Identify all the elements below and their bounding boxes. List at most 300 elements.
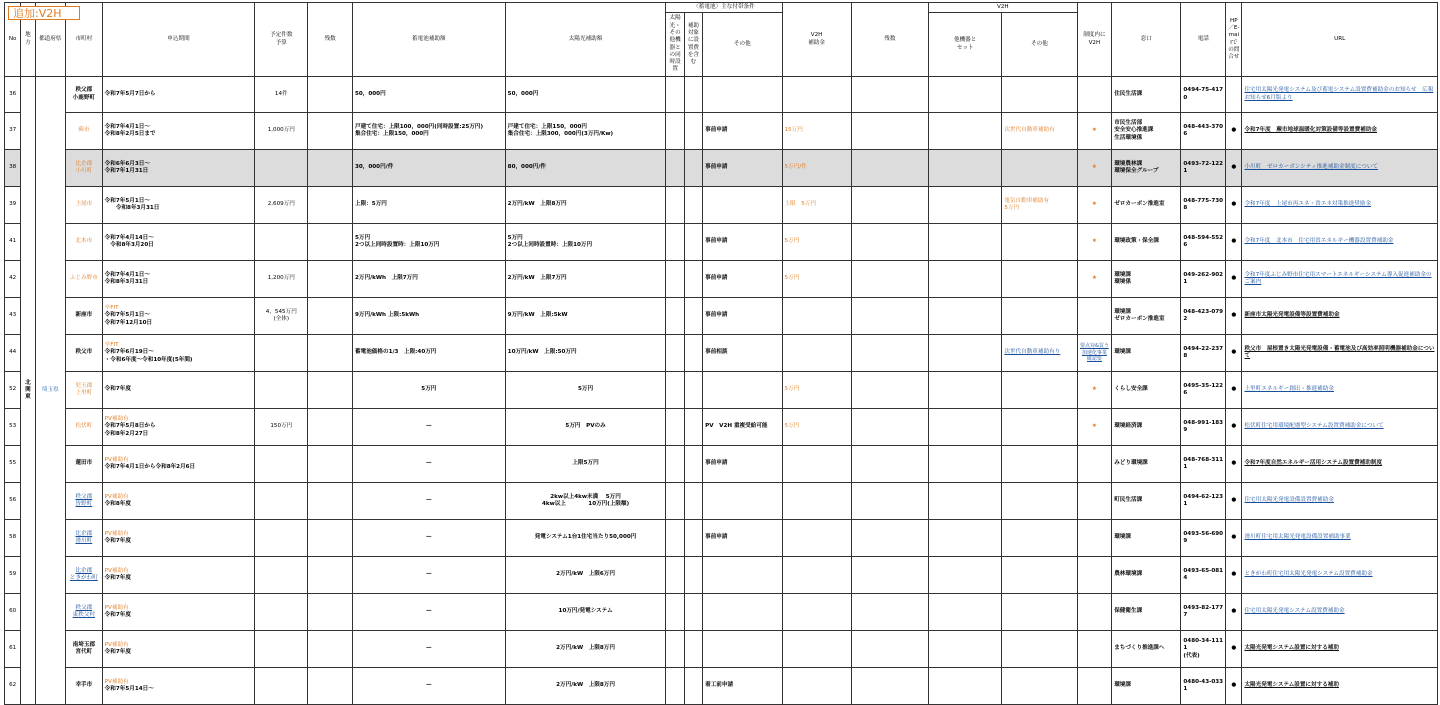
v2h-other-cell (1002, 446, 1077, 483)
battery-cell: — (353, 557, 506, 594)
hp-dot-cell: ● (1226, 520, 1242, 557)
cond-other-cell: 事前申請 (703, 520, 782, 557)
city-cell: 南埼玉郡 宮代町 (66, 631, 103, 668)
url-link[interactable]: 松伏町住宅用環境配慮型システム設置費補助金について (1242, 409, 1438, 446)
v2h-remaining-cell (851, 409, 928, 446)
cond-sim-cell (666, 372, 684, 409)
budget-cell (255, 668, 308, 705)
v2h-amount-cell (782, 631, 851, 668)
v2h-other-cell (1002, 668, 1077, 705)
phone-cell: 0480-43-0331 (1181, 668, 1226, 705)
v2h-other-cell: 次世代自動車補助有り (1002, 335, 1077, 372)
v2h-remaining-cell (851, 372, 928, 409)
header-no: No (5, 3, 21, 77)
table-row (5, 150, 1438, 187)
hp-dot-cell: ● (1226, 557, 1242, 594)
hp-dot-cell (1226, 77, 1242, 113)
cond-other-cell: 事前申請 (703, 446, 782, 483)
url-link[interactable]: 住宅用太陽光発電システム設置費補助金 (1242, 594, 1438, 631)
budget-cell (255, 335, 308, 372)
phone-cell: 048-991-1839 (1181, 409, 1226, 446)
url-link[interactable]: 太陽光発電システム設置に対する補助 (1242, 668, 1438, 705)
v2h-amount-cell: 15万円 (782, 113, 851, 150)
city-cell: 児玉郡 上里町 (66, 372, 103, 409)
star-mark: ★ (1091, 201, 1097, 208)
hp-dot-cell: ● (1226, 409, 1242, 446)
budget-cell (255, 557, 308, 594)
window-cell: 環境課 環境係 (1112, 261, 1181, 298)
v2h-remaining-cell (851, 557, 928, 594)
cond-other-cell (703, 372, 782, 409)
v2h-set-cell (929, 77, 1002, 113)
city-cell[interactable]: 比企郡 滑川町 (66, 520, 103, 557)
city-cell: 比企郡 小川町 (66, 150, 103, 187)
v2h-amount-cell: 5万円 (782, 224, 851, 261)
remaining-cell (308, 409, 353, 446)
hp-dot-cell: ● (1226, 187, 1242, 224)
cond-sim-cell (666, 77, 684, 113)
phone-cell: 0494-75-4170 (1181, 77, 1226, 113)
row-no: 55 (5, 446, 21, 483)
period-cell (102, 409, 255, 446)
v2h-remaining-cell (851, 631, 928, 668)
v2h-note-link[interactable]: 要点対&買う加速化事業確認要 (1079, 343, 1109, 363)
cond-sim-cell (666, 594, 684, 631)
remaining-cell (308, 668, 353, 705)
window-cell: 町民生活課 (1112, 483, 1181, 520)
cond-other-cell: 事前申請 (703, 298, 782, 335)
city-cell: 幸手市 (66, 668, 103, 705)
in-system-cell (1077, 668, 1112, 705)
cond-sim-cell (666, 187, 684, 224)
row-no: 60 (5, 594, 21, 631)
in-system-cell (1077, 409, 1112, 446)
cond-sim-cell (666, 631, 684, 668)
solar-cell: 9万円/kW 上限:5kW (505, 298, 666, 335)
table-row (5, 224, 1438, 261)
header-cond-cost: 補助対象に設置費を含む (684, 13, 702, 77)
url-link[interactable]: 令和7年度 蕨市地球温暖化対策設備等設置費補助金 (1242, 113, 1438, 150)
cond-sim-cell (666, 224, 684, 261)
solar-cell: 2万円/kW 上限8万円 (505, 187, 666, 224)
in-system-cell (1077, 224, 1112, 261)
phone-cell: 0495-35-1226 (1181, 372, 1226, 409)
period-flag: PV補助有 (104, 530, 129, 537)
v2h-set-cell (929, 483, 1002, 520)
budget-cell: 1,000万円 (255, 113, 308, 150)
cond-sim-cell (666, 409, 684, 446)
cond-cost-cell (684, 335, 702, 372)
city-cell: 蓮田市 (66, 446, 103, 483)
cond-other-cell (703, 631, 782, 668)
in-system-cell (1077, 483, 1112, 520)
budget-cell: 2,609万円 (255, 187, 308, 224)
hp-dot-cell: ● (1226, 446, 1242, 483)
row-no: 38 (5, 150, 21, 187)
battery-cell: — (353, 483, 506, 520)
cond-cost-cell (684, 224, 702, 261)
header-pref: 都道府県 (35, 3, 66, 77)
v2h-set-cell (929, 150, 1002, 187)
row-no: 41 (5, 224, 21, 261)
url-link[interactable]: 住宅用太陽光発電設備設置費補助金 (1242, 483, 1438, 520)
cond-cost-cell (684, 409, 702, 446)
in-system-cell (1077, 372, 1112, 409)
url-link[interactable]: 令和7年度自然エネルギー活用システム設置費補助制度 (1242, 446, 1438, 483)
table-row (5, 631, 1438, 668)
v2h-amount-cell (782, 557, 851, 594)
period-flag: PV補助有 (104, 456, 129, 463)
row-no: 39 (5, 187, 21, 224)
header-v2h-set: 他機器と セット (929, 13, 1002, 77)
cond-sim-cell (666, 335, 684, 372)
period-flag: PV補助有 (104, 641, 129, 648)
v2h-set-cell (929, 631, 1002, 668)
remaining-cell (308, 77, 353, 113)
window-cell: 環境課 (1112, 335, 1181, 372)
in-system-cell (1077, 261, 1112, 298)
hp-dot-cell: ● (1226, 631, 1242, 668)
cond-cost-cell (684, 150, 702, 187)
table-row (5, 335, 1438, 372)
period-flag: PV補助有 (104, 678, 129, 685)
remaining-cell (308, 594, 353, 631)
window-cell: 保健衛生課 (1112, 594, 1181, 631)
url-link[interactable]: 新座市太陽光発電設備等設置費補助金 (1242, 298, 1438, 335)
hp-dot-cell: ● (1226, 261, 1242, 298)
period-text: 令和7年5月8日から 令和8年2月27日 (104, 423, 156, 437)
v2h-other-cell (1002, 631, 1077, 668)
budget-cell (255, 631, 308, 668)
hp-dot-cell: ● (1226, 372, 1242, 409)
table-row (5, 372, 1438, 409)
header-conditions-group: 〈蓄電池〉主な付帯条件 (666, 3, 782, 13)
window-cell: 環境政策・保全課 (1112, 224, 1181, 261)
v2h-amount-cell: 5万円/件 (782, 150, 851, 187)
period-cell (102, 668, 255, 705)
period-text: 令和7年度 (104, 575, 131, 581)
battery-cell: 9万円/kWh 上限:5kWh (353, 298, 506, 335)
battery-cell: 5万円 2つ以上同時設置時：上限10万円 (353, 224, 506, 261)
added-v2h-tag: 追加:V2H (8, 6, 80, 20)
in-system-cell (1077, 298, 1112, 335)
star-mark: ★ (1091, 275, 1097, 282)
table-row (5, 261, 1438, 298)
row-no: 52 (5, 372, 21, 409)
cond-cost-cell (684, 594, 702, 631)
v2h-other-cell (1002, 298, 1077, 335)
period-cell: 令和7年4月1日～ 令和8年2月5日まで (102, 113, 255, 150)
solar-cell: 10万円/発電システム (505, 594, 666, 631)
header-budget: 予定件数 予算 (255, 3, 308, 77)
period-flag: 卒FIT (104, 305, 119, 312)
cond-cost-cell (684, 187, 702, 224)
remaining-cell (308, 298, 353, 335)
in-system-cell (1077, 594, 1112, 631)
period-text: 令和7年5月14日～ (104, 686, 154, 692)
cond-sim-cell (666, 113, 684, 150)
star-mark: ★ (1091, 238, 1097, 245)
window-cell: 農林環境課 (1112, 557, 1181, 594)
header-window: 窓口 (1112, 3, 1181, 77)
battery-cell: 5万円 (353, 372, 506, 409)
cond-other-cell: PV V2H 重複受給可能 (703, 409, 782, 446)
hp-dot-cell: ● (1226, 483, 1242, 520)
url-link[interactable]: 住宅用太陽光発電システム及び蓄電システム設置費補助金のお知らせ 広報お知らせ6月版より (1242, 77, 1438, 113)
v2h-other-cell (1002, 520, 1077, 557)
url-link[interactable]: 令和7年度 上尾市再エネ・省エネ対策推進奨励金 (1242, 187, 1438, 224)
v2h-amount-cell (782, 520, 851, 557)
period-text: 令和7年6月19日～ ・令和6年度～令和10年度(5年間) (104, 349, 193, 363)
phone-cell: 0494-62-1231 (1181, 483, 1226, 520)
v2h-set-cell (929, 187, 1002, 224)
in-system-cell (1077, 77, 1112, 113)
cond-other-cell: 事前申請 (703, 261, 782, 298)
cond-cost-cell (684, 113, 702, 150)
in-system-cell (1077, 113, 1112, 150)
window-cell: 市民生活部 安全安心推進課 生活環境係 (1112, 113, 1181, 150)
budget-cell (255, 594, 308, 631)
table-row (5, 668, 1438, 705)
phone-cell: 048-443-3706 (1181, 113, 1226, 150)
table-row (5, 557, 1438, 594)
row-no: 62 (5, 668, 21, 705)
remaining-cell (308, 520, 353, 557)
battery-cell: — (353, 409, 506, 446)
table-row (5, 409, 1438, 446)
solar-cell: 発電システム1台1住宅当たり50,000円 (505, 520, 666, 557)
row-no: 44 (5, 335, 21, 372)
v2h-amount-cell (782, 668, 851, 705)
remaining-cell (308, 150, 353, 187)
phone-cell: 048-594-5526 (1181, 224, 1226, 261)
url-link[interactable]: 秩父市 屋根置き太陽光発電設備・蓄電池及び高効率照明機器補助金について (1242, 335, 1438, 372)
v2h-other-cell (1002, 77, 1077, 113)
star-mark: ★ (1091, 386, 1097, 393)
remaining-cell (308, 446, 353, 483)
battery-cell: — (353, 668, 506, 705)
header-v2h-remaining: 残数 (851, 3, 928, 77)
hp-dot-cell: ● (1226, 150, 1242, 187)
v2h-remaining-cell (851, 113, 928, 150)
solar-cell: 50，000円 (505, 77, 666, 113)
window-cell: 環境経済課 (1112, 409, 1181, 446)
cond-other-cell: 事前申請 (703, 113, 782, 150)
v2h-other-cell: 電気自動車補助有 5万円 (1002, 187, 1077, 224)
hp-dot-cell: ● (1226, 113, 1242, 150)
cond-sim-cell (666, 520, 684, 557)
v2h-amount-cell (782, 335, 851, 372)
period-cell (102, 483, 255, 520)
cond-sim-cell (666, 557, 684, 594)
v2h-remaining-cell (851, 335, 928, 372)
battery-cell: 2万円/kWh 上限7万円 (353, 261, 506, 298)
header-remaining: 残数 (308, 3, 353, 77)
v2h-set-cell (929, 594, 1002, 631)
phone-cell: 0493-82-1777 (1181, 594, 1226, 631)
row-no: 53 (5, 409, 21, 446)
battery-cell: — (353, 631, 506, 668)
row-no: 42 (5, 261, 21, 298)
v2h-remaining-cell (851, 520, 928, 557)
period-cell: 令和7年5月7日から (102, 77, 255, 113)
budget-cell: 4，545万円 (全体) (255, 298, 308, 335)
row-no: 43 (5, 298, 21, 335)
remaining-cell (308, 483, 353, 520)
battery-cell: 30，000円/件 (353, 150, 506, 187)
url-link[interactable]: 太陽光発電システム設置に対する補助 (1242, 631, 1438, 668)
v2h-remaining-cell (851, 150, 928, 187)
v2h-set-cell (929, 261, 1002, 298)
period-cell (102, 446, 255, 483)
star-mark: ★ (1091, 127, 1097, 134)
table-row (5, 77, 1438, 113)
period-text: 令和7年度 (104, 612, 131, 618)
region-cell: 北関東 (21, 77, 35, 705)
pref-cell: 埼玉県 (35, 77, 66, 705)
url-link[interactable]: 小川町 ゼロカーボンシティ推進補助金制度について (1242, 150, 1438, 187)
v2h-other-cell: 次世代自動車補助有 (1002, 113, 1077, 150)
phone-cell: 048-768-3111 (1181, 446, 1226, 483)
v2h-other-cell (1002, 409, 1077, 446)
header-v2h-other: その他 (1002, 13, 1077, 77)
row-no: 37 (5, 113, 21, 150)
phone-cell: 0493-56-6909 (1181, 520, 1226, 557)
battery-cell: 蓄電池価格の1/3 上限:40万円 (353, 335, 506, 372)
in-system-cell (1077, 187, 1112, 224)
city-cell[interactable]: 秩父郡 東秩父村 (66, 594, 103, 631)
v2h-set-cell (929, 224, 1002, 261)
period-text: 令和7年4月1日から令和8年2月6日 (104, 464, 196, 470)
hp-dot-cell: ● (1226, 668, 1242, 705)
cond-sim-cell (666, 261, 684, 298)
header-v2h-group: V2H (929, 3, 1078, 13)
window-cell: ゼロカーボン推進室 (1112, 187, 1181, 224)
budget-cell (255, 224, 308, 261)
budget-cell: 150万円 (255, 409, 308, 446)
period-text: 令和7年度 (104, 649, 131, 655)
phone-cell: 048-775-7308 (1181, 187, 1226, 224)
v2h-other-cell (1002, 372, 1077, 409)
url-link[interactable]: ときがわ町住宅用太陽光発電システム設置費補助金 (1242, 557, 1438, 594)
window-cell: みどり環境課 (1112, 446, 1181, 483)
period-cell: 令和7年4月1日～ 令和8年3月31日 (102, 261, 255, 298)
v2h-remaining-cell (851, 446, 928, 483)
url-link[interactable]: 令和7年度 北本市 住宅用省エネルギー機器設置費補助金 (1242, 224, 1438, 261)
v2h-remaining-cell (851, 668, 928, 705)
window-cell: 環境課 (1112, 520, 1181, 557)
hp-dot-cell: ● (1226, 594, 1242, 631)
cond-cost-cell (684, 77, 702, 113)
city-cell: 新座市 (66, 298, 103, 335)
header-period: 申込期間 (102, 3, 255, 77)
url-link[interactable]: 上里町エネルギー創出・推進補助金 (1242, 372, 1438, 409)
city-cell[interactable]: 比企郡 ときがわ町 (66, 557, 103, 594)
battery-cell: 50，000円 (353, 77, 506, 113)
solar-cell: 2万円/kW 上限8万円 (505, 631, 666, 668)
cond-other-cell: 事前申請 (703, 224, 782, 261)
city-cell: 松伏町 (66, 409, 103, 446)
table-row (5, 520, 1438, 557)
row-no: 58 (5, 520, 21, 557)
period-cell (102, 631, 255, 668)
battery-cell: 戸建て住宅：上限100，000円(同時設置:25万円) 集合住宅：上限150，000円 (353, 113, 506, 150)
cond-cost-cell (684, 668, 702, 705)
header-in-system: 制度内に V2H (1077, 3, 1112, 77)
period-text: 令和7年度 (104, 538, 131, 544)
remaining-cell (308, 187, 353, 224)
budget-cell: 1,200万円 (255, 261, 308, 298)
window-cell: 環境課 (1112, 668, 1181, 705)
solar-cell: 5万円 (505, 372, 666, 409)
v2h-amount-cell (782, 77, 851, 113)
in-system-cell (1077, 150, 1112, 187)
period-flag: PV補助有 (104, 493, 129, 500)
budget-cell (255, 520, 308, 557)
city-cell: 秩父市 (66, 335, 103, 372)
star-mark: ★ (1091, 164, 1097, 171)
header-region: 地方 (21, 3, 35, 77)
cond-sim-cell (666, 298, 684, 335)
v2h-set-cell (929, 557, 1002, 594)
table-row (5, 594, 1438, 631)
v2h-amount-cell: 5万円 (782, 261, 851, 298)
table-row (5, 298, 1438, 335)
cond-cost-cell (684, 261, 702, 298)
url-link[interactable]: 滑川町住宅用太陽光発電設備設置補助事業 (1242, 520, 1438, 557)
cond-cost-cell (684, 372, 702, 409)
v2h-other-cell (1002, 594, 1077, 631)
v2h-set-cell (929, 372, 1002, 409)
window-cell: くらし安全課 (1112, 372, 1181, 409)
solar-cell: 2万円/kW 上限7万円 (505, 261, 666, 298)
solar-cell: 2万円/kW 上限6万円 (505, 557, 666, 594)
period-cell (102, 298, 255, 335)
cond-sim-cell (666, 150, 684, 187)
row-no: 61 (5, 631, 21, 668)
v2h-remaining-cell (851, 594, 928, 631)
header-v2h-amount: V2H 補助金 (782, 3, 851, 77)
phone-cell: 0493-65-0814 (1181, 557, 1226, 594)
cond-other-cell: 着工前申請 (703, 668, 782, 705)
budget-cell (255, 483, 308, 520)
row-no: 36 (5, 77, 21, 113)
v2h-remaining-cell (851, 77, 928, 113)
solar-cell: 10万円/kW 上限:50万円 (505, 335, 666, 372)
url-link[interactable]: 令和7年度ふじみ野市住宅用スマートエネルギーシステム導入促進補助金のご案内 (1242, 261, 1438, 298)
v2h-remaining-cell (851, 261, 928, 298)
hp-dot-cell: ● (1226, 335, 1242, 372)
period-cell (102, 594, 255, 631)
cond-other-cell (703, 77, 782, 113)
header-battery: 蓄電池補助額 (353, 3, 506, 77)
star-mark: ★ (1091, 423, 1097, 430)
battery-cell: — (353, 446, 506, 483)
subsidy-table (4, 2, 1438, 705)
solar-cell: 5万円 2つ以上同時設置時：上限10万円 (505, 224, 666, 261)
solar-cell: 80，000円/件 (505, 150, 666, 187)
city-cell[interactable]: 秩父郡 皆野町 (66, 483, 103, 520)
period-flag: PV補助有 (104, 416, 129, 423)
battery-cell: — (353, 520, 506, 557)
v2h-set-cell (929, 298, 1002, 335)
v2h-remaining-cell (851, 483, 928, 520)
period-cell (102, 557, 255, 594)
budget-cell (255, 150, 308, 187)
battery-cell: — (353, 594, 506, 631)
phone-cell: 048-423-0792 (1181, 298, 1226, 335)
hp-dot-cell: ● (1226, 224, 1242, 261)
